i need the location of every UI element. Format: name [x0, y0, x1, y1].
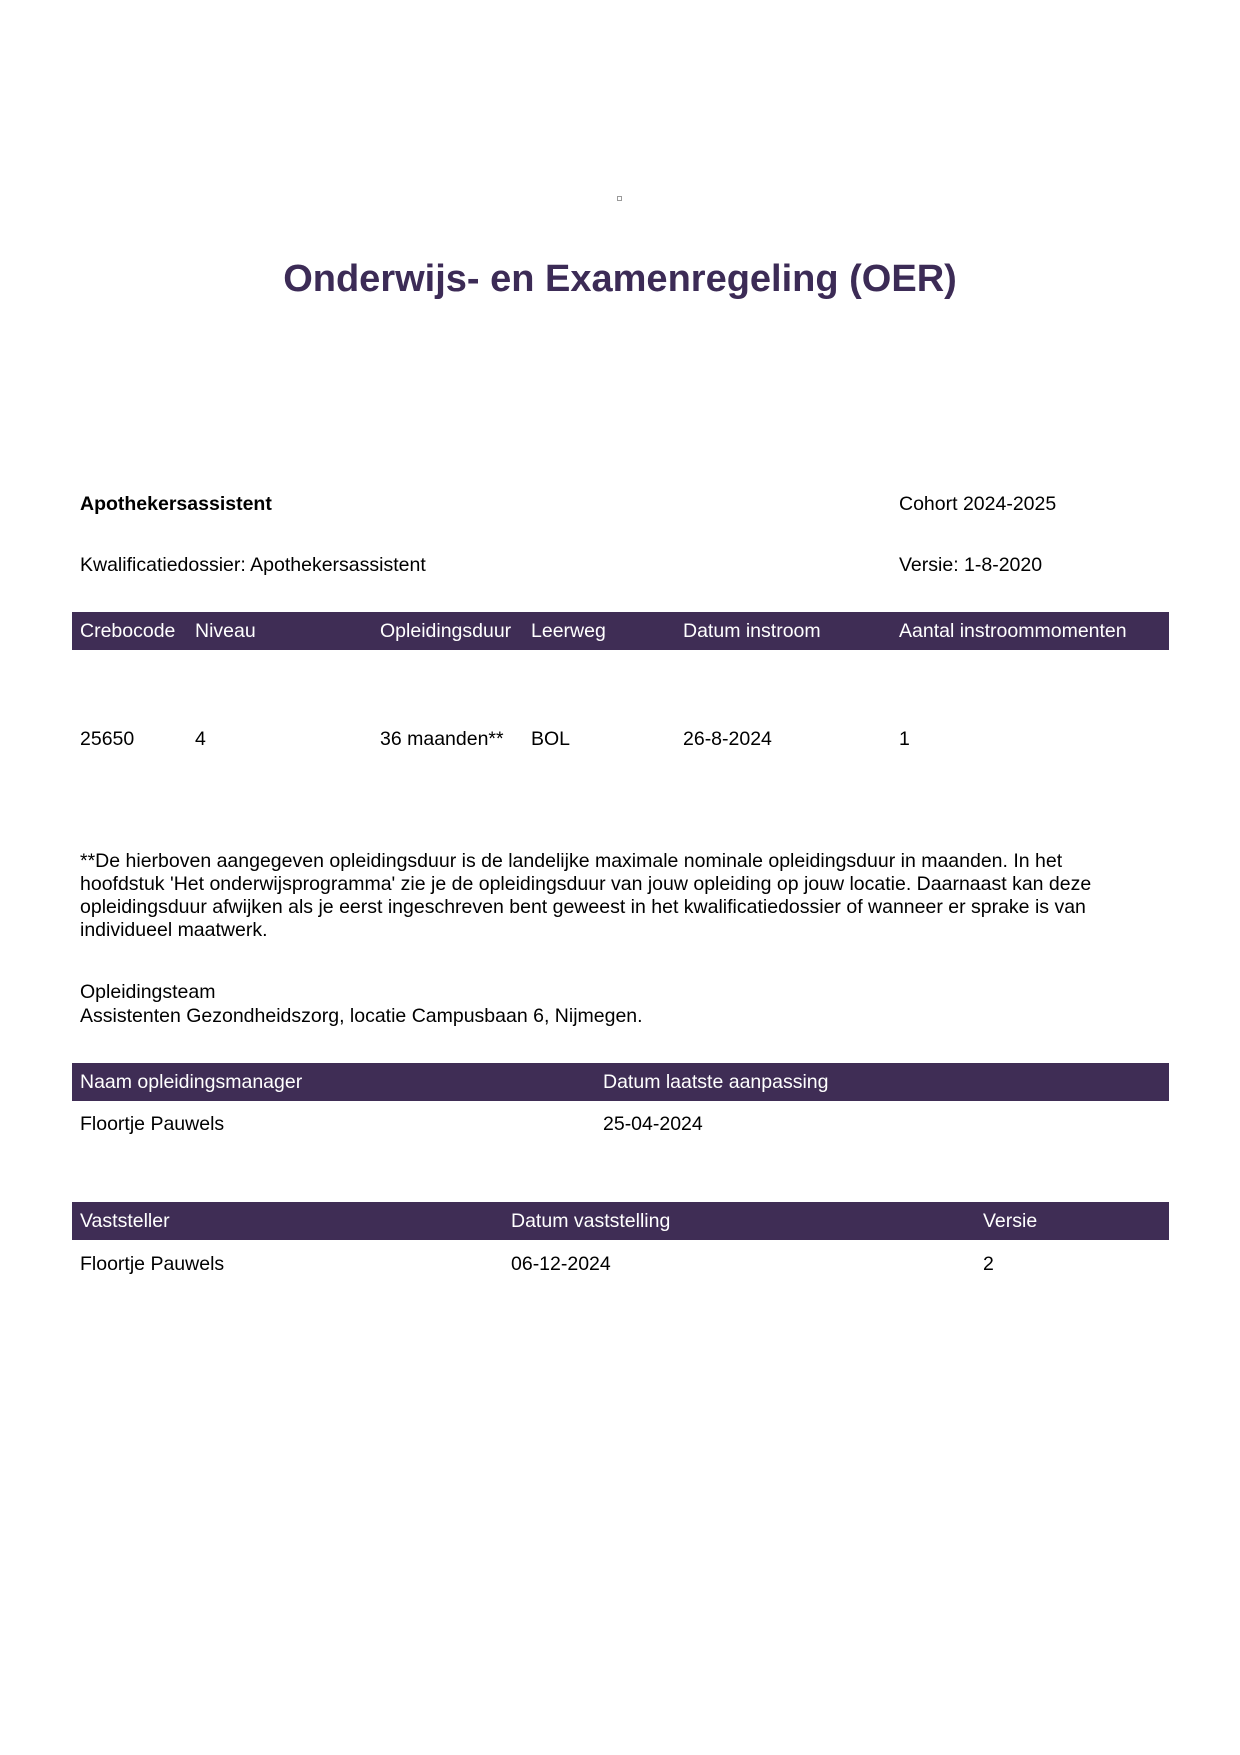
header-vaststeller: Vaststeller — [80, 1210, 170, 1232]
header-crebocode: Crebocode — [80, 620, 176, 642]
qualification-dossier: Kwalificatiedossier: Apothekersassistent — [80, 554, 426, 576]
cell-last-modified: 25-04-2024 — [603, 1113, 703, 1135]
header-leerweg: Leerweg — [531, 620, 606, 642]
program-name: Apothekersassistent — [80, 493, 272, 515]
header-versie: Versie — [983, 1210, 1038, 1232]
header-datum-vaststelling: Datum vaststelling — [511, 1210, 671, 1232]
cell-datum-instroom: 26-8-2024 — [683, 728, 772, 750]
manager-table-header — [72, 1063, 1169, 1101]
cell-versie: 2 — [983, 1253, 994, 1275]
team-label: Opleidingsteam — [80, 981, 216, 1003]
footnote: **De hierboven aangegeven opleidingsduur is de landelijke maximale nominale opleidingsduur in maanden. In het hoofdstuk 'Het onderwijsprogramma' zie je de opleidingsduur van jouw opleiding op jouw locatie. Daarnaast kan deze opleidingsduur afwijken als je eerst ingeschreven bent geweest in het kwalificatiedossier of wanneer er sprake is van individueel maatwerk. — [80, 850, 1092, 941]
cell-vaststeller: Floortje Pauwels — [80, 1253, 225, 1275]
cell-aantal-instroommomenten: 1 — [899, 728, 910, 750]
document-title: Onderwijs- en Examenregeling (OER) — [283, 258, 957, 300]
team-location: Assistenten Gezondheidszorg, locatie Campusbaan 6, Nijmegen. — [80, 1005, 643, 1027]
cell-crebocode: 25650 — [80, 728, 135, 750]
version-date: Versie: 1-8-2020 — [899, 554, 1043, 576]
approval-table-header — [72, 1202, 1169, 1240]
cell-leerweg: BOL — [531, 728, 571, 750]
header-naam-opleidingsmanager: Naam opleidingsmanager — [80, 1071, 303, 1093]
cohort: Cohort 2024-2025 — [899, 493, 1057, 515]
header-niveau: Niveau — [195, 620, 256, 642]
cell-manager-name: Floortje Pauwels — [80, 1113, 225, 1135]
header-opleidingsduur: Opleidingsduur — [380, 620, 512, 642]
cell-datum-vaststelling: 06-12-2024 — [511, 1253, 611, 1275]
cell-niveau: 4 — [195, 728, 206, 750]
header-aantal-instroommomenten: Aantal instroommomenten — [899, 620, 1127, 642]
program-table-header — [72, 612, 1169, 650]
header-datum-instroom: Datum instroom — [683, 620, 821, 642]
logo-placeholder-icon — [617, 196, 622, 201]
header-datum-laatste-aanpassing: Datum laatste aanpassing — [603, 1071, 829, 1093]
cell-opleidingsduur: 36 maanden** — [380, 728, 504, 750]
